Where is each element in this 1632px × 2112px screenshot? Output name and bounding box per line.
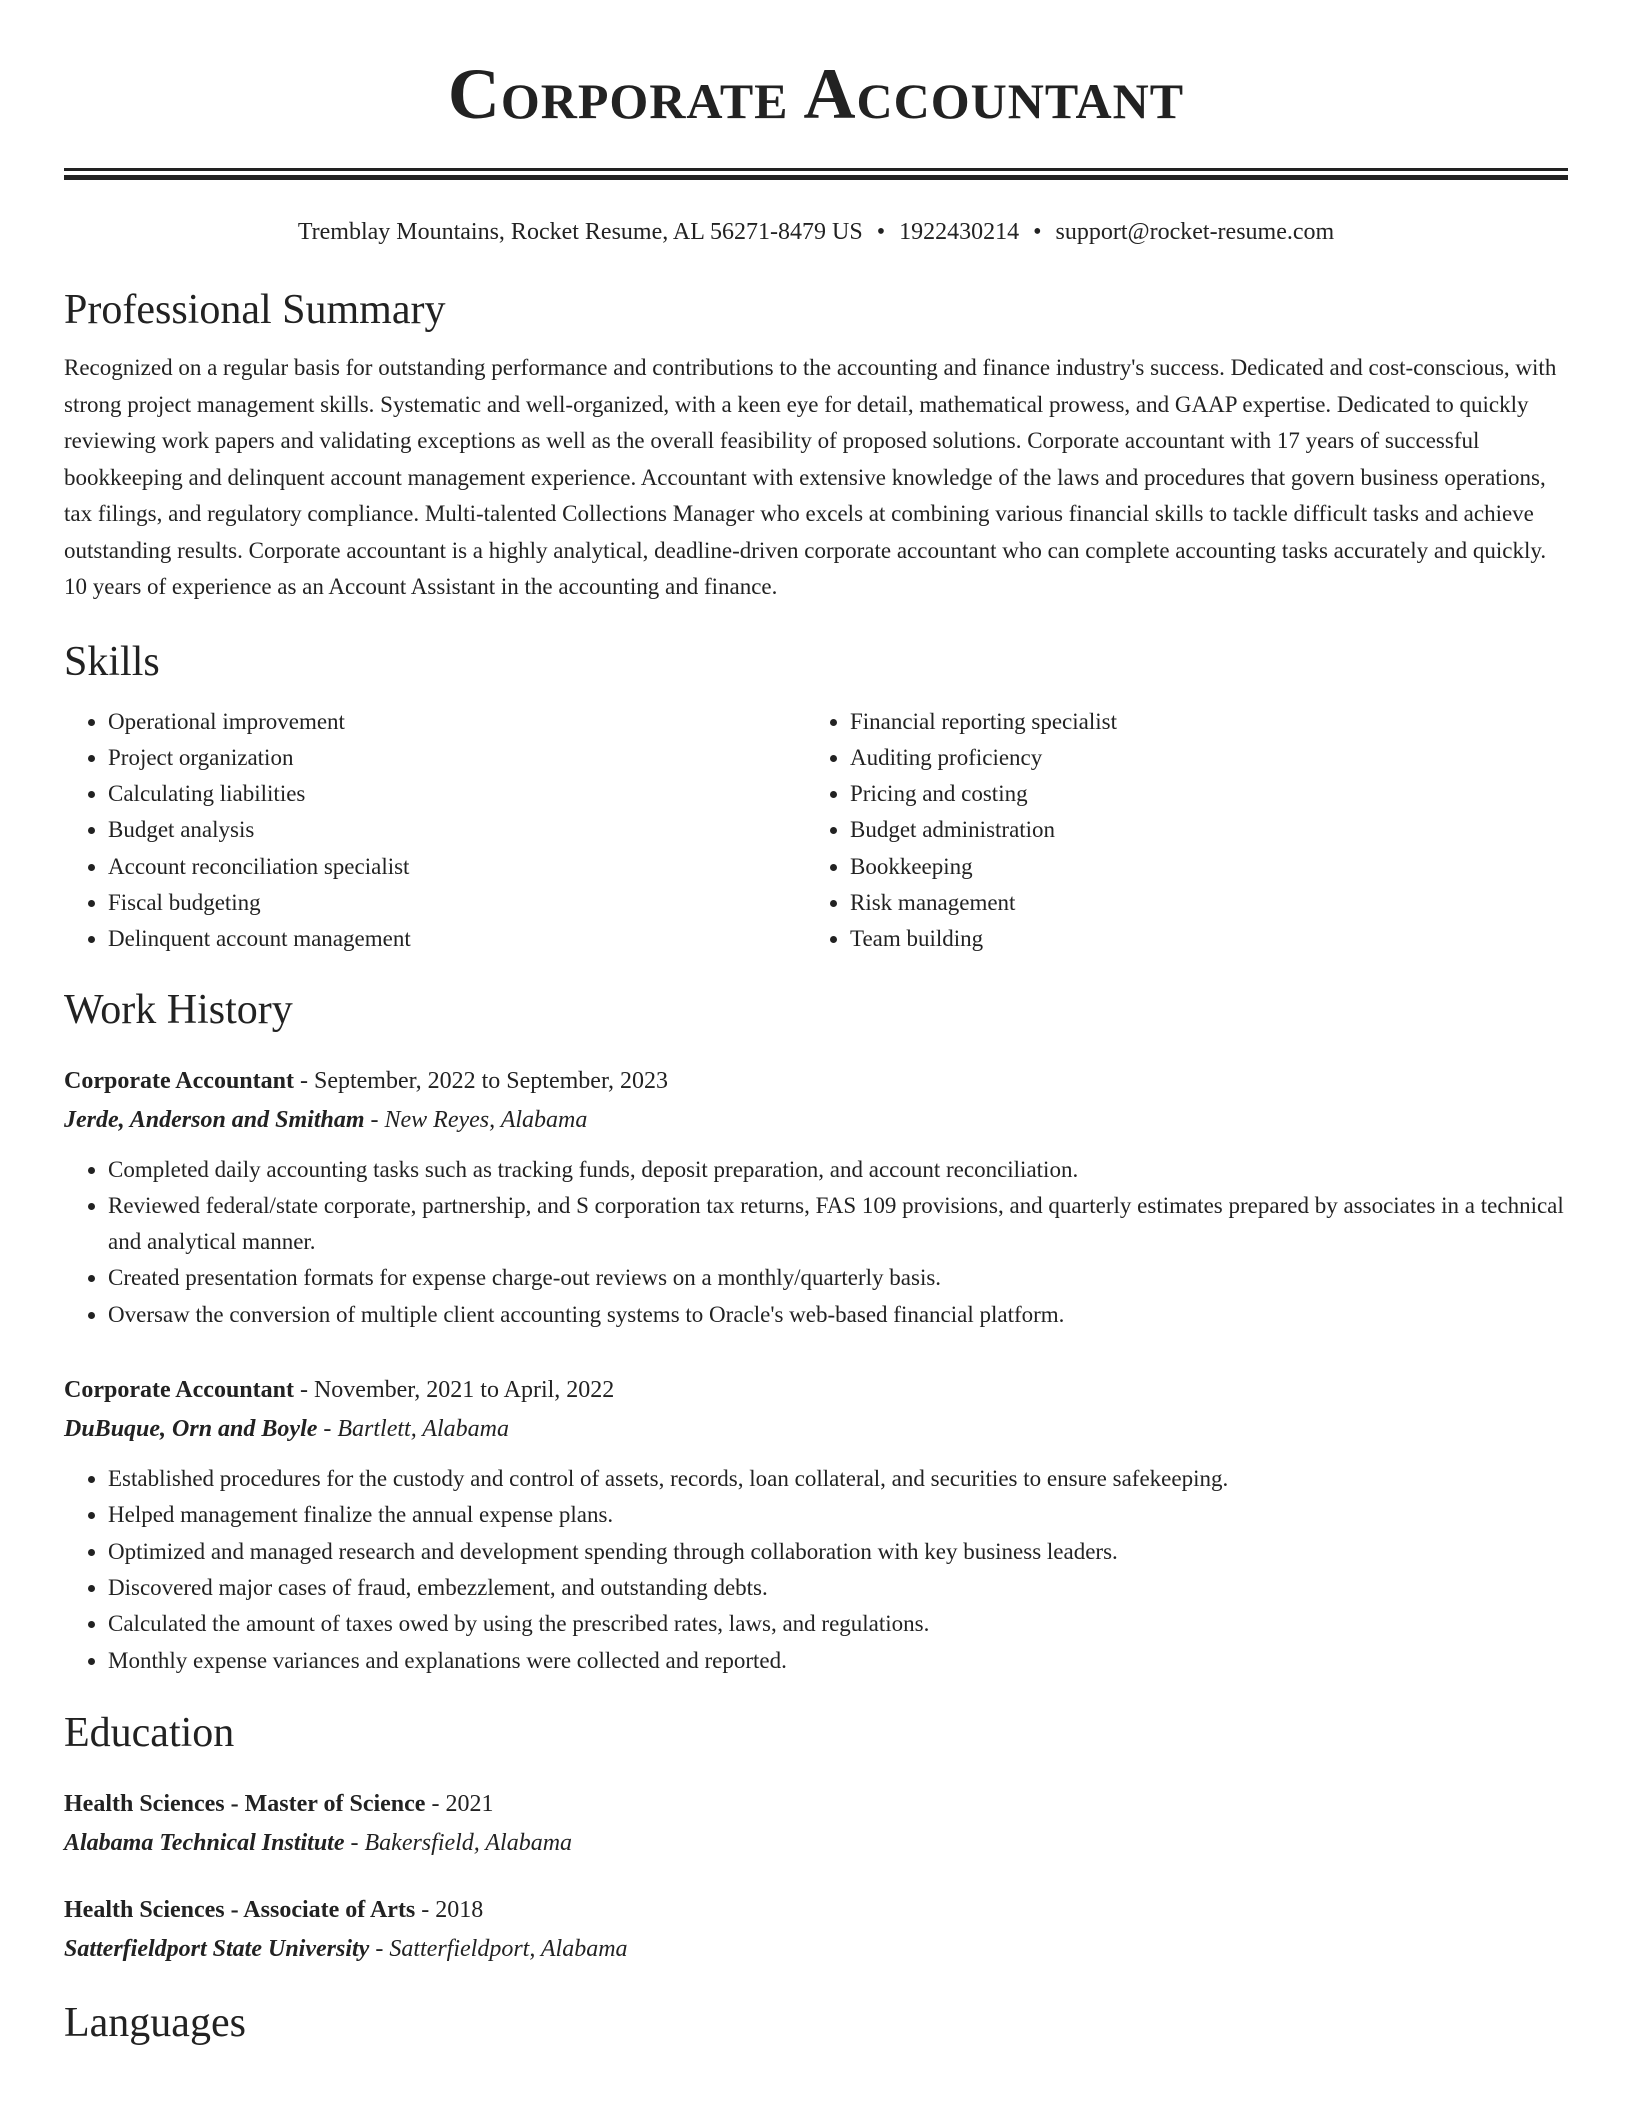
job-bullet: • Created presentation formats for expense charge-out reviews on a monthly/quarterly basis. xyxy=(108,1260,1568,1296)
job-bullet: • Completed daily accounting tasks such as tracking funds, deposit preparation, and account reconciliation. xyxy=(108,1152,1568,1188)
education-degree: Health Sciences - Master of Science xyxy=(64,1790,426,1817)
education-heading: Education xyxy=(64,1709,235,1756)
skill-item: • Financial reporting specialist xyxy=(850,704,1548,740)
job-entry xyxy=(64,1062,1568,1333)
skill-item: • Fiscal budgeting xyxy=(108,885,806,921)
job-company-line xyxy=(64,1100,1568,1140)
job-company: DuBuque, Orn and Boyle xyxy=(64,1416,318,1443)
education-school: Alabama Technical Institute xyxy=(64,1829,345,1856)
job-dash: - xyxy=(317,1416,338,1443)
job-bullet: • Established procedures for the custody and control of assets, records, loan collateral, and securities to ensure safekeeping. xyxy=(108,1461,1568,1497)
skill-item: • Calculating liabilities xyxy=(108,776,806,812)
education-location: Bakersfield, Alabama xyxy=(364,1829,573,1856)
job-company: Jerde, Anderson and Smitham xyxy=(64,1106,365,1133)
education-dash: - xyxy=(369,1935,390,1962)
job-bullet: • Helped management finalize the annual expense plans. xyxy=(108,1497,1568,1533)
education-degree: Health Sciences - Associate of Arts xyxy=(64,1896,416,1923)
education-school-line xyxy=(64,1823,1568,1863)
skill-item: • Delinquent account management xyxy=(108,921,806,957)
title-divider xyxy=(64,168,1568,180)
job-entry xyxy=(64,1371,1568,1679)
job-bullet: • Discovered major cases of fraud, embezzlement, and outstanding debts. xyxy=(108,1570,1568,1606)
education-entry xyxy=(64,1785,1568,1863)
work-history-heading: Work History xyxy=(64,986,293,1033)
education-dash: - xyxy=(344,1829,365,1856)
job-bullet: • Monthly expense variances and explanations were collected and reported. xyxy=(108,1643,1568,1679)
education-school-line xyxy=(64,1929,1568,1969)
skill-item: • Bookkeeping xyxy=(850,849,1548,885)
education-dash: - xyxy=(415,1896,436,1923)
education-degree-line xyxy=(64,1785,1568,1823)
skills-column-right xyxy=(806,704,1548,958)
education-year: 2018 xyxy=(435,1896,484,1923)
resume-title: Corporate Accountant xyxy=(447,54,1185,134)
skill-item: • Operational improvement xyxy=(108,704,806,740)
summary-heading: Professional Summary xyxy=(64,287,446,333)
job-bullets xyxy=(64,1461,1568,1679)
summary-text: Recognized on a regular basis for outstanding performance and contributions to the accounting and finance industry's success. Dedicated and cost-conscious, with strong project management skills. Systematic and well-organized, with a keen eye for detail, mathematical prowess, and GAAP expertise. Dedicated to quickly reviewing work papers and validating exceptions as well as the overall feasibility of proposed solutions. Corporate accountant with 17 years of successful bookkeeping and delinquent account management experience. Accountant with extensive knowledge of the laws and procedures that govern business operations, tax filings, and regulatory compliance. Multi-talented Collections Manager who excels at combining various financial skills to tackle difficult tasks and achieve outstanding results. Corporate accountant is a highly analytical, deadline-driven corporate accountant who can complete accounting tasks accurately and quickly. 10 years of experience as an Account Assistant in the accounting and finance. xyxy=(64,355,1557,599)
skill-item: • Risk management xyxy=(850,885,1548,921)
job-dash: - xyxy=(293,1067,314,1094)
education-dash: - xyxy=(425,1790,446,1817)
education-school: Satterfieldport State University xyxy=(64,1935,370,1962)
job-location: New Reyes, Alabama xyxy=(384,1106,588,1133)
job-dates: November, 2021 to April, 2022 xyxy=(313,1377,615,1404)
contact-email: support@rocket-resume.com xyxy=(1055,219,1335,245)
job-dash: - xyxy=(364,1106,385,1133)
skill-item: • Auditing proficiency xyxy=(850,740,1548,776)
skills-column-left xyxy=(64,704,806,958)
skill-item: • Project organization xyxy=(108,740,806,776)
contact-separator: • xyxy=(876,219,886,245)
skills-heading: Skills xyxy=(64,638,160,685)
skill-item: • Budget administration xyxy=(850,812,1548,848)
contact-separator: • xyxy=(1033,219,1042,245)
job-bullet: • Reviewed federal/state corporate, partnership, and S corporation tax returns, FAS 109 provisions, and quarterly estimates prepared by associates in a technical and analytical manner. xyxy=(108,1188,1568,1261)
education-location: Satterfieldport, Alabama xyxy=(389,1935,628,1962)
contact-phone: 1922430214 xyxy=(899,219,1020,245)
education-degree-line xyxy=(64,1891,1568,1929)
job-title: Corporate Accountant xyxy=(64,1377,294,1404)
job-title-line xyxy=(64,1371,1568,1409)
contact-line xyxy=(64,216,1568,248)
skill-item: • Pricing and costing xyxy=(850,776,1548,812)
job-bullet: • Oversaw the conversion of multiple client accounting systems to Oracle's web-based financial platform. xyxy=(108,1297,1568,1333)
job-title-line xyxy=(64,1062,1568,1100)
job-title: Corporate Accountant xyxy=(64,1067,294,1094)
skill-item: • Account reconciliation specialist xyxy=(108,849,806,885)
job-bullet: • Optimized and managed research and development spending through collaboration with key business leaders. xyxy=(108,1534,1568,1570)
education-entry xyxy=(64,1891,1568,1969)
skills-list xyxy=(64,704,1568,958)
contact-address: Tremblay Mountains, Rocket Resume, AL 56271-8479 US xyxy=(297,219,863,245)
education-year: 2021 xyxy=(445,1790,494,1817)
job-location: Bartlett, Alabama xyxy=(337,1416,509,1443)
job-bullets xyxy=(64,1152,1568,1333)
job-dash: - xyxy=(293,1377,314,1404)
job-bullet: • Calculated the amount of taxes owed by using the prescribed rates, laws, and regulations. xyxy=(108,1606,1568,1642)
skill-item: • Team building xyxy=(850,921,1548,957)
languages-heading: Languages xyxy=(64,1999,246,2046)
job-dates: September, 2022 to September, 2023 xyxy=(313,1067,668,1094)
job-company-line xyxy=(64,1409,1568,1449)
skill-item: • Budget analysis xyxy=(108,812,806,848)
